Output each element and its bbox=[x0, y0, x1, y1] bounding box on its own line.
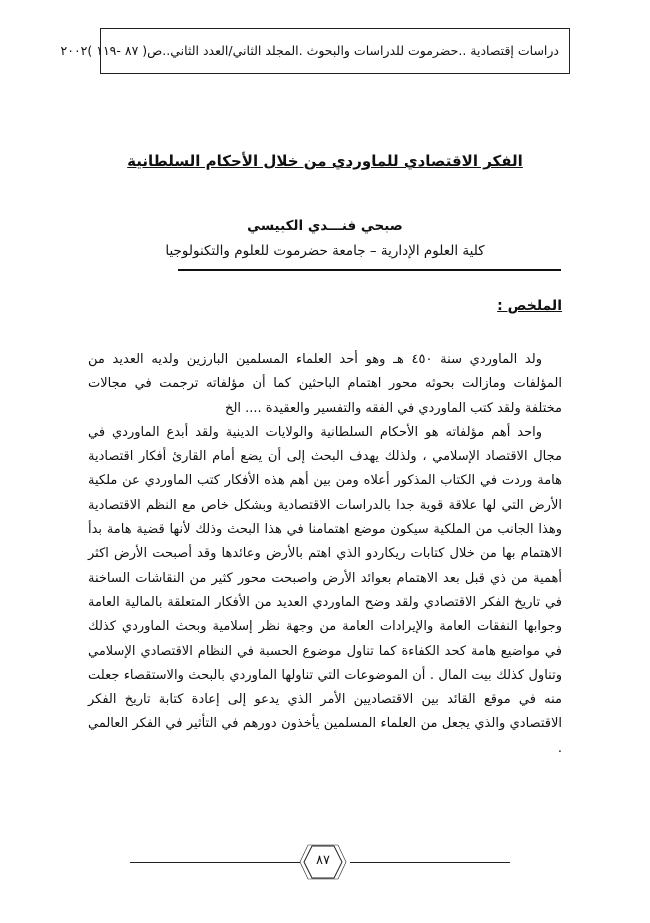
author-name: صبحي فنـــدي الكبيسي bbox=[247, 218, 403, 234]
paper-title: الفكر الاقتصادي للماوردي من خلال الأحكام السلطانية bbox=[127, 152, 523, 170]
abstract-body bbox=[88, 348, 562, 761]
abstract-paragraph: ولد الماوردي سنة ٤٥٠ هـ وهو أحد العلماء المسلمين البارزين ولديه العديد من المؤلفات ومازالت بحوثه محور اهتمام الباحثين كما أن مؤلفاته ترجمت في مجالات مختلفة ولقد كتب الماوردي في الفقه والتفسير والعقيدة .... الخ bbox=[88, 352, 562, 416]
title-divider bbox=[178, 269, 561, 271]
citation-text: دراسات إقتصادية ..حضرموت للدراسات والبحوث .المجلد الثاني/العدد الثاني..ص( ٨٧ -١١٩ )٢٠٠٢ bbox=[60, 43, 559, 58]
abstract-paragraph: واحد أهم مؤلفاته هو الأحكام السلطانية والولايات الدينية ولقد أبدع الماوردي في مجال الاقتصاد الإسلامي ، ولذلك يهدف البحث إلى أن يضع أمام القارئ أفكار اقتصادية هامة وردت في الكتاب المذكور أعلاه ومن بين أهم هذه الأفكار كتب الماوردي عن ملكية الأرض التي لها علاقة قوية جدا بالدراسات الاقتصادية وبشكل خاص مع النظم الاقتصادية وهذا الجانب من الملكية سيكون موضع اهتمامنا في هذا البحث وذلك لأنها قضية هامة بدأ الاهتمام بها من خلال كتابات ريكاردو الذي اهتم بالأرض وعائدها وقد أصبحت الأرض اكثر أهمية من ذي قبل بعد الاهتمام بعوائد الأرض واصبحت محور كثير من النقاشات الساخنة في تاريخ الفكر الاقتصادي ولقد وضح الماوردي العديد من الأفكار المتعلقة بالمالية العامة وجوابها النفقات العامة والإيرادات العامة من وجهة نظر إسلامية وبحث الماوردي كذلك في مواضيع هامة كحد الكفاءة كما تناول موضوع الحسبة في النظام الاقتصادي الإسلامي وتناول كذلك بيت المال . أن الموضوعات التي تناولها الماوردي بالبحث والاستقصاء جعلت منه في موقع القائد بين الاقتصاديين الأمر الذي يدعو إلى إعادة كتابة تاريخ الفكر الاقتصادي والذي يجعل من العلماء المسلمين يأخذون دورهم في التأثير في الفكر العالمي . bbox=[88, 424, 562, 756]
footer-rule-left bbox=[130, 862, 300, 863]
footer-rule-right bbox=[350, 862, 510, 863]
page-number: ٨٧ bbox=[316, 853, 330, 868]
author-affiliation: كلية العلوم الإدارية – جامعة حضرموت للعلوم والتكنولوجيا bbox=[165, 243, 485, 259]
page-number-badge bbox=[296, 843, 350, 881]
citation-header-box bbox=[60, 28, 570, 74]
abstract-heading: الملخص : bbox=[497, 298, 562, 314]
